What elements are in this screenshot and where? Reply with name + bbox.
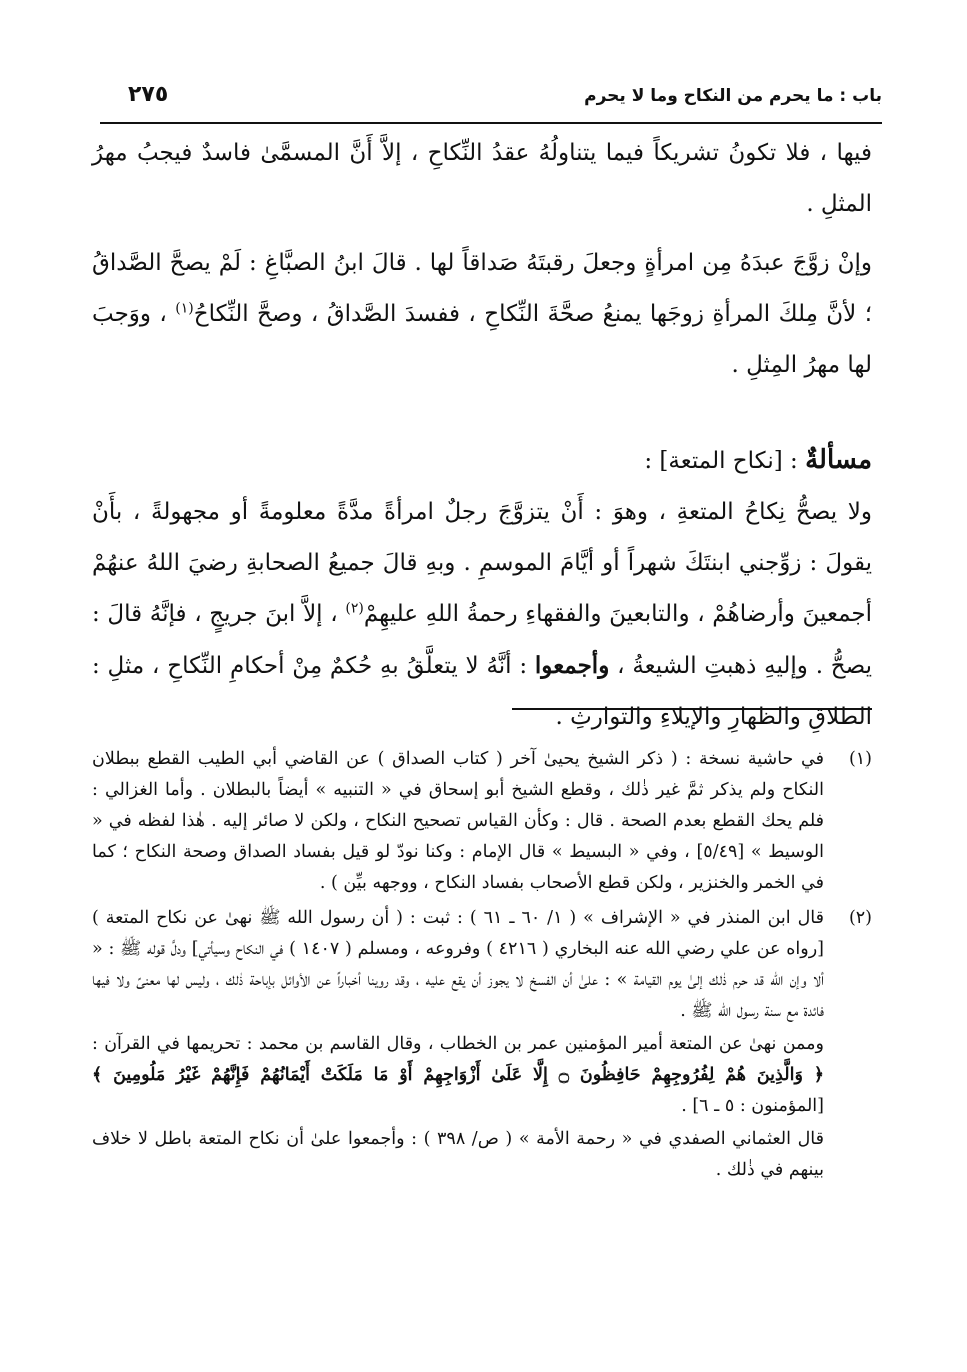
footnote-text: في حاشية نسخة : ( ذكر الشيخ يحيىٰ آخر ( كتاب الصداق ) عن القاضي أبي الطيب القطع ببطلان النكاح ولم يذكر ثمَّ غير ذٰلك ، وقطع الشيخ أبو إسحاق في « التنبيه » أيضاً بالبطلان . وأما الغزالي : فلم يحك القطع بعدم الصحة . قال : وكأن القياس تصحيح النكاح ، ولكن لا صائر إليه . هٰذا لفظه في « الوسيط » [٥/٤٩] ، وفي « البسيط » قال الإمام : وكنا نودّ لو قيل بفساد الصداق وصحة النكاح ؛ كما في الخمر والخنزير ، ولكن قطع الأصحاب بفساد النكاح ، ووجهه بيِّن ) . — [92, 749, 824, 893]
paragraph-text: ولا يصحُّ نِكاحُ المتعةِ ، وهوَ : أَنْ يتزوَّجَ رجلٌ امرأةً مدَّةً معلومةً أو مجهولةً ، بأَنْ يقولَ : زوِّجني ابنتَكَ شهراً أو أيَّامَ الموسمِ . وبهِ قالَ جميعُ الصحابةِ رضيَ اللهُ عنهُمْ أجمعينَ وأرضاهُمْ ، والتابعينَ والفقهاءِ رحمةُ اللهِ عليهِمْ — [92, 499, 872, 627]
footnotes — [92, 744, 872, 1186]
paragraph — [92, 128, 872, 230]
paragraph-text: ، إلاَّ ابنَ جريجٍ ، فإنَّهُ قالَ : يصحُّ . وإليهِ ذهبتِ الشيعةُ ، — [92, 601, 872, 679]
footnote-ref[interactable]: (٢) — [345, 600, 364, 617]
emphasis-text: وأجمعوا — [534, 652, 610, 679]
paragraph — [92, 487, 872, 743]
issue-title: : [نكاح المتعة] : — [644, 448, 806, 474]
footnote-ref[interactable]: (١) — [175, 300, 194, 317]
footnote-continuation — [92, 1124, 872, 1186]
footnote-text: وممن نهىٰ عن المتعة أمير المؤمنين عمر بن الخطاب ، وقال القاسم بن محمد : تحريمها في القرآن : — [92, 1034, 824, 1054]
issue-heading — [92, 435, 872, 487]
footnote-number: (١) — [848, 749, 872, 769]
running-title: باب : ما يحرم من النكاح وما لا يحرم — [584, 86, 882, 106]
footnote — [92, 744, 872, 899]
footnote-separator — [512, 708, 872, 710]
paragraph-text: وإنْ زوَّجَ عبدَهُ مِن امرأةٍ وجعلَ رقبتَهُ صَداقاً لها . قالَ ابنُ الصبَّاغِ : لَمْ يصحَّ الصَّداقُ ؛ لأنَّ مِلكَ المرأةِ زوجَها يمنعُ صحَّةَ النِّكاحِ ، ففسدَ الصَّداقُ ، وصحَّ النِّكاحُ — [92, 250, 873, 327]
main-text — [92, 128, 872, 743]
quran-verse: ﴿ وَالَّذِينَ هُمْ لِفُرُوجِهِمْ حَافِظُونَ ۝ إِلَّا عَلَىٰ أَزْوَاجِهِمْ أَوْ مَا مَلَكَتْ أَيْمَانُهُمْ فَإِنَّهُمْ غَيْرُ مَلُومِينَ ﴾ — [92, 1065, 824, 1085]
footnote-text: قال ابن المنذر في « الإشراف » ( ١/ ٦٠ ـ ٦١ ) : ثبت : ( أن رسول الله ﷺ نهىٰ عن نكاح المتعة ) [رواه عن علي رضي الله عنه البخاري ( ٤٢١٦ ) وفروعه ، ومسلم ( ١٤٠٧ ) في النكاح وسيأتي] ودلَّ قوله ﷺ : « ألا وإن الله قد حرم ذٰلك إلىٰ يوم القيامة » : علىٰ أن الفسخ لا يجوز أن يقع عليه ، وقد روينا أخباراً عن الأوائل بإباحة ذٰلك ، وليس لها معنىً ولا فيها فائدة مع سنة رسول الله ﷺ . — [92, 908, 824, 1021]
footnote-text: [المؤمنون : ٥ ـ ٦] . — [681, 1096, 824, 1116]
footnote-text: قال العثماني الصفدي في « رحمة الأمة » ( ص/ ٣٩٨ ) : وأجمعوا علىٰ أن نكاح المتعة باطل لا خلاف بينهم في ذٰلك . — [92, 1129, 824, 1180]
paragraph-text: ، ووَجبَ لها مهرُ المِثلِ . — [92, 301, 872, 378]
footnote-number: (٢) — [848, 908, 872, 928]
issue-word: مسألةٌ — [805, 445, 872, 475]
page-number: ٢٧٥ — [128, 82, 169, 107]
paragraph-text: : أنَّهُ لا يتعلَّقُ بهِ حُكمٌ مِنْ أحكامِ النِّكاحِ ، مثلِ : الطلاقِ والظهارِ والإيلاءِ والتوارثِ . — [92, 653, 872, 730]
paragraph — [92, 238, 872, 391]
footnote-continuation — [92, 1029, 872, 1122]
paragraph-text: فيها ، فلا تكونُ تشريكاً فيما يتناولُهُ عقدُ النِّكاحِ ، إلاَّ أَنَّ المسمَّىٰ فاسدٌ فيجبُ مهرُ المثلِ . — [92, 140, 872, 217]
footnote — [92, 903, 872, 1027]
page-header — [100, 82, 882, 124]
